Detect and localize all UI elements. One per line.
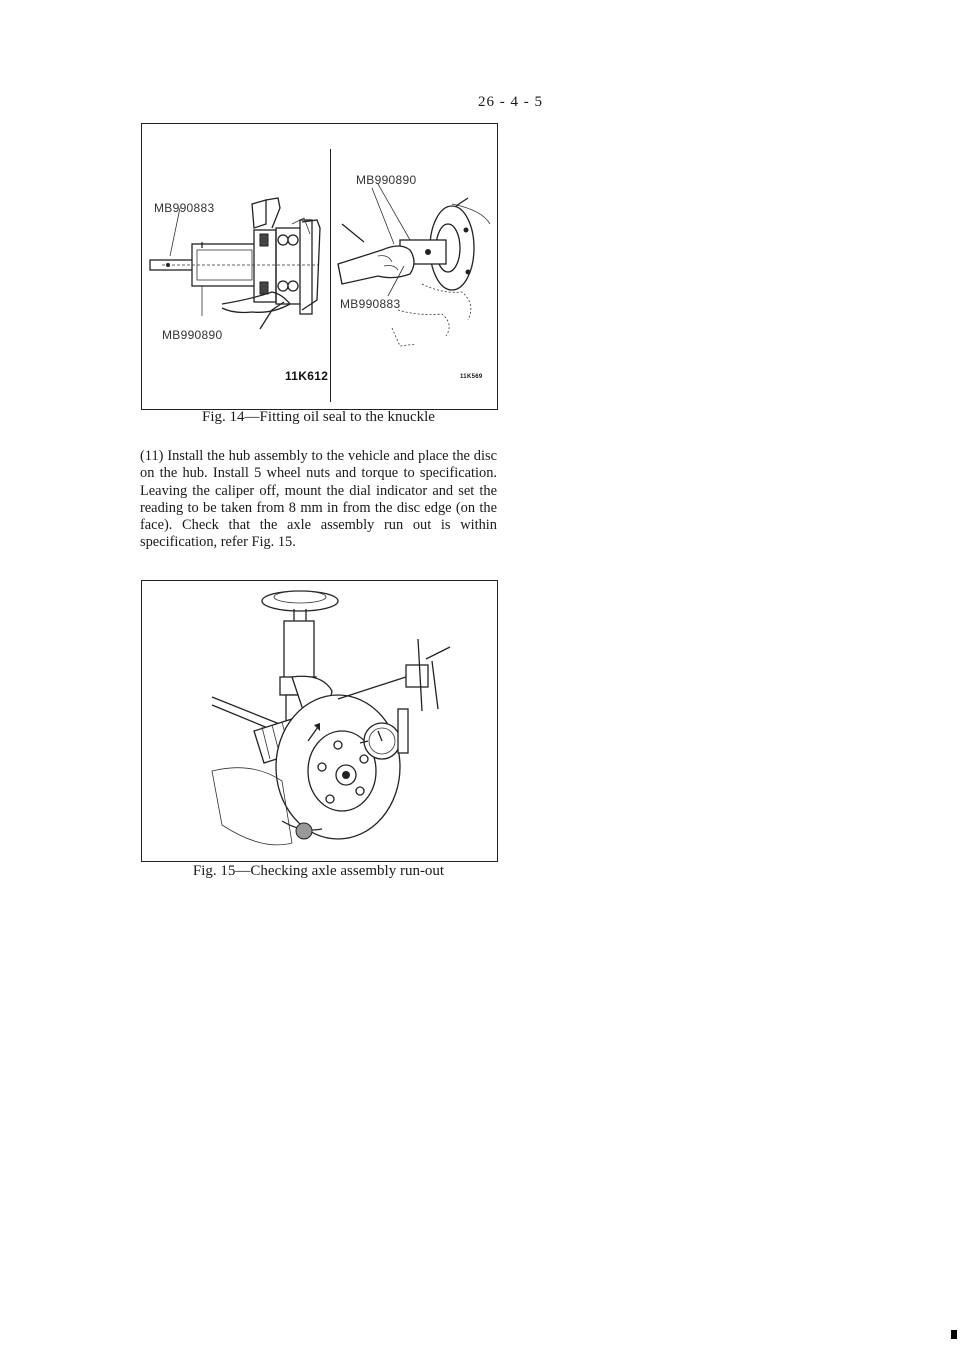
figure-code-right: 11K569 — [460, 374, 483, 380]
figure-15-caption: Fig. 15—Checking axle assembly run-out — [192, 863, 445, 879]
seal-installation-illustration — [142, 124, 497, 409]
page-corner-mark — [951, 1330, 957, 1339]
figure-15 — [141, 580, 498, 862]
tool-label-mb990883-right: MB990883 — [340, 297, 401, 311]
tool-label-mb990890-right: MB990890 — [356, 173, 417, 187]
figure-14 — [141, 123, 498, 410]
figure-code-left: 11K612 — [285, 369, 329, 383]
axle-runout-illustration — [142, 581, 497, 861]
tool-label-mb990883-left: MB990883 — [154, 201, 215, 215]
page-number: 26 - 4 - 5 — [478, 94, 543, 110]
instruction-paragraph: (11) Install the hub assembly to the vehicle and place the disc on the hub. Install 5 wheel nuts and torque to specification. Leaving the caliper off, mount the dial indicator and set the reading to be taken from 8 mm in from the disc edge (on the face). Check that the axle assembly run out is within specification, refer Fig. 15. — [140, 448, 497, 551]
figure-14-caption: Fig. 14—Fitting oil seal to the knuckle — [202, 409, 435, 425]
tool-label-mb990890-left: MB990890 — [162, 328, 223, 342]
